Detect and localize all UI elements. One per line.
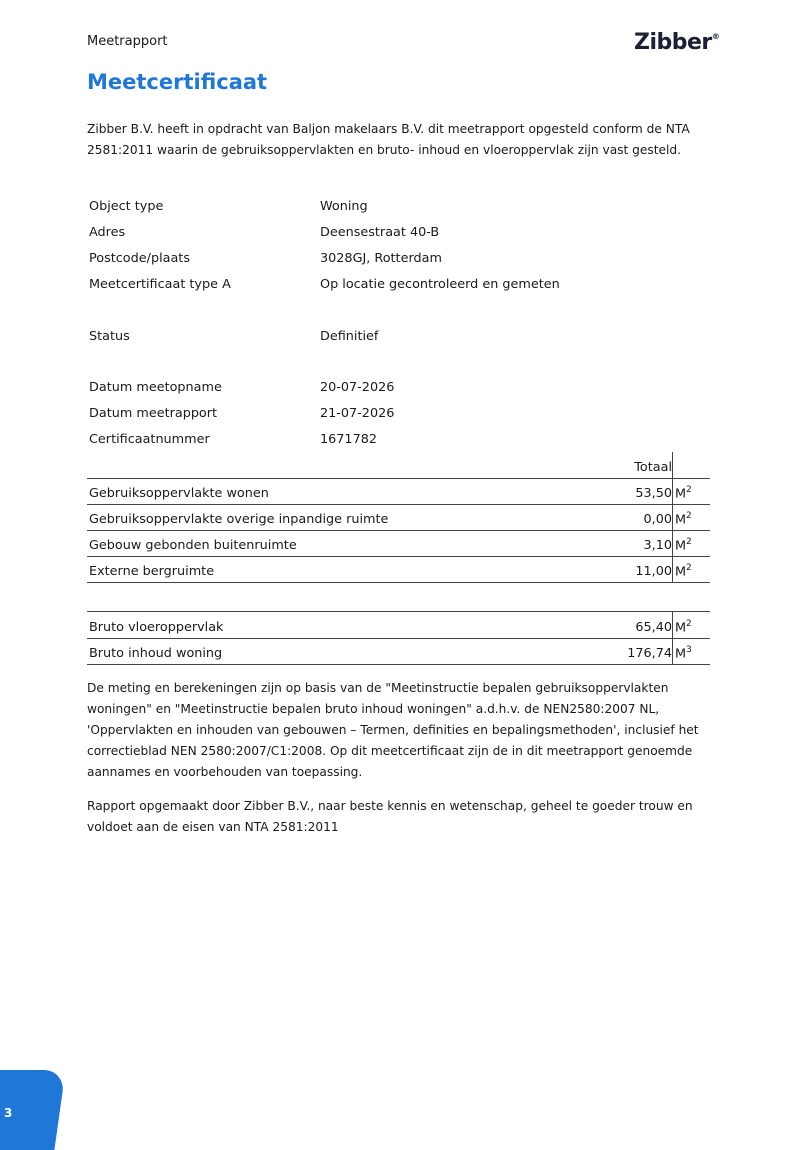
column-divider: [672, 612, 673, 638]
row-label: Gebouw gebonden buitenruimte: [89, 538, 297, 553]
row-value: 176,74: [627, 646, 672, 661]
table-row: [87, 611, 710, 639]
unit-exponent: 2: [686, 484, 692, 495]
table-row: [87, 504, 710, 531]
column-divider: [672, 452, 673, 478]
column-divider: [672, 530, 673, 556]
page-number: 3: [4, 1106, 13, 1120]
info-label: Datum meetrapport: [89, 406, 218, 421]
info-label: Postcode/plaats: [89, 251, 190, 266]
column-divider: [672, 556, 673, 582]
info-label: Status: [89, 329, 130, 344]
info-label: Object type: [89, 199, 164, 214]
row-label: Gebruiksoppervlakte wonen: [89, 486, 269, 501]
unit-base: M: [675, 620, 687, 635]
table-header-row: [87, 452, 710, 479]
unit-exponent: 2: [686, 618, 692, 629]
table-row: [87, 478, 710, 505]
unit-base: M: [675, 646, 687, 661]
row-unit: [675, 537, 692, 553]
row-value: 3,10: [643, 538, 672, 553]
unit-base: M: [675, 564, 687, 579]
info-label: Datum meetopname: [89, 380, 222, 395]
info-value: 3028GJ, Rotterdam: [320, 251, 442, 266]
row-label: Bruto vloeroppervlak: [89, 620, 224, 635]
unit-exponent: 2: [686, 562, 692, 573]
row-unit: [675, 619, 692, 635]
methodology-paragraph: De meting en berekeningen zijn op basis van de "Meetinstructie bepalen gebruiksoppervlakten woningen" en "Meetinstructie bepalen bruto inhoud woningen" a.d.h.v. de NEN2580:2007 NL, 'Oppervlakten en inhouden van gebouwen – Termen, definities en bepalingsmethoden', inclusief het correctieblad NEN 2580:2007/C1:2008. Op dit meetcertificaat zijn de in dit meetrapport genoemde aannames en voorbehouden van toepassing.: [87, 681, 699, 779]
unit-exponent: 3: [686, 644, 692, 655]
unit-exponent: 2: [686, 536, 692, 547]
row-unit: [675, 645, 692, 661]
column-divider: [672, 638, 673, 664]
info-value: 1671782: [320, 432, 377, 447]
row-label: Bruto inhoud woning: [89, 646, 223, 661]
zibber-logo: [634, 30, 719, 55]
column-divider: [672, 478, 673, 504]
info-value: Woning: [320, 199, 368, 214]
info-value: Deensestraat 40-B: [320, 225, 440, 240]
page-title: Meetcertificaat: [87, 70, 268, 94]
intro-text: Zibber B.V. heeft in opdracht van Baljon makelaars B.V. dit meetrapport opgesteld conform de NTA 2581:2011 waarin de gebruiksoppervlakten en bruto- inhoud en vloeroppervlak zijn vast gesteld.: [87, 122, 690, 157]
table-row: [87, 556, 710, 583]
column-divider: [672, 504, 673, 530]
table-row: [87, 638, 710, 665]
logo-text: Zibber: [634, 30, 712, 55]
info-value: 20-07-2026: [320, 380, 395, 395]
row-label: Gebruiksoppervlakte overige inpandige ruimte: [89, 512, 389, 527]
info-label: Adres: [89, 225, 126, 240]
row-value: 65,40: [635, 620, 672, 635]
row-value: 11,00: [635, 564, 672, 579]
row-value: 0,00: [643, 512, 672, 527]
logo-mark-icon: ®: [711, 32, 720, 41]
info-label: Meetcertificaat type A: [89, 277, 231, 292]
row-unit: [675, 485, 692, 501]
info-label: Certificaatnummer: [89, 432, 210, 447]
unit-base: M: [675, 486, 687, 501]
unit-base: M: [675, 538, 687, 553]
row-unit: [675, 563, 692, 579]
table-header-total: Totaal: [634, 460, 672, 475]
signoff-paragraph: Rapport opgemaakt door Zibber B.V., naar beste kennis en wetenschap, geheel te goeder trouw en voldoet aan de eisen van NTA 2581:2011: [87, 799, 693, 834]
row-unit: [675, 511, 692, 527]
unit-base: M: [675, 512, 687, 527]
row-label: Externe bergruimte: [89, 564, 215, 579]
table-row: [87, 530, 710, 557]
info-value: 21-07-2026: [320, 406, 395, 421]
info-value: Definitief: [320, 329, 379, 344]
unit-exponent: 2: [686, 510, 692, 521]
info-value: Op locatie gecontroleerd en gemeten: [320, 277, 560, 292]
header-label: Meetrapport: [87, 34, 168, 49]
row-value: 53,50: [635, 486, 672, 501]
